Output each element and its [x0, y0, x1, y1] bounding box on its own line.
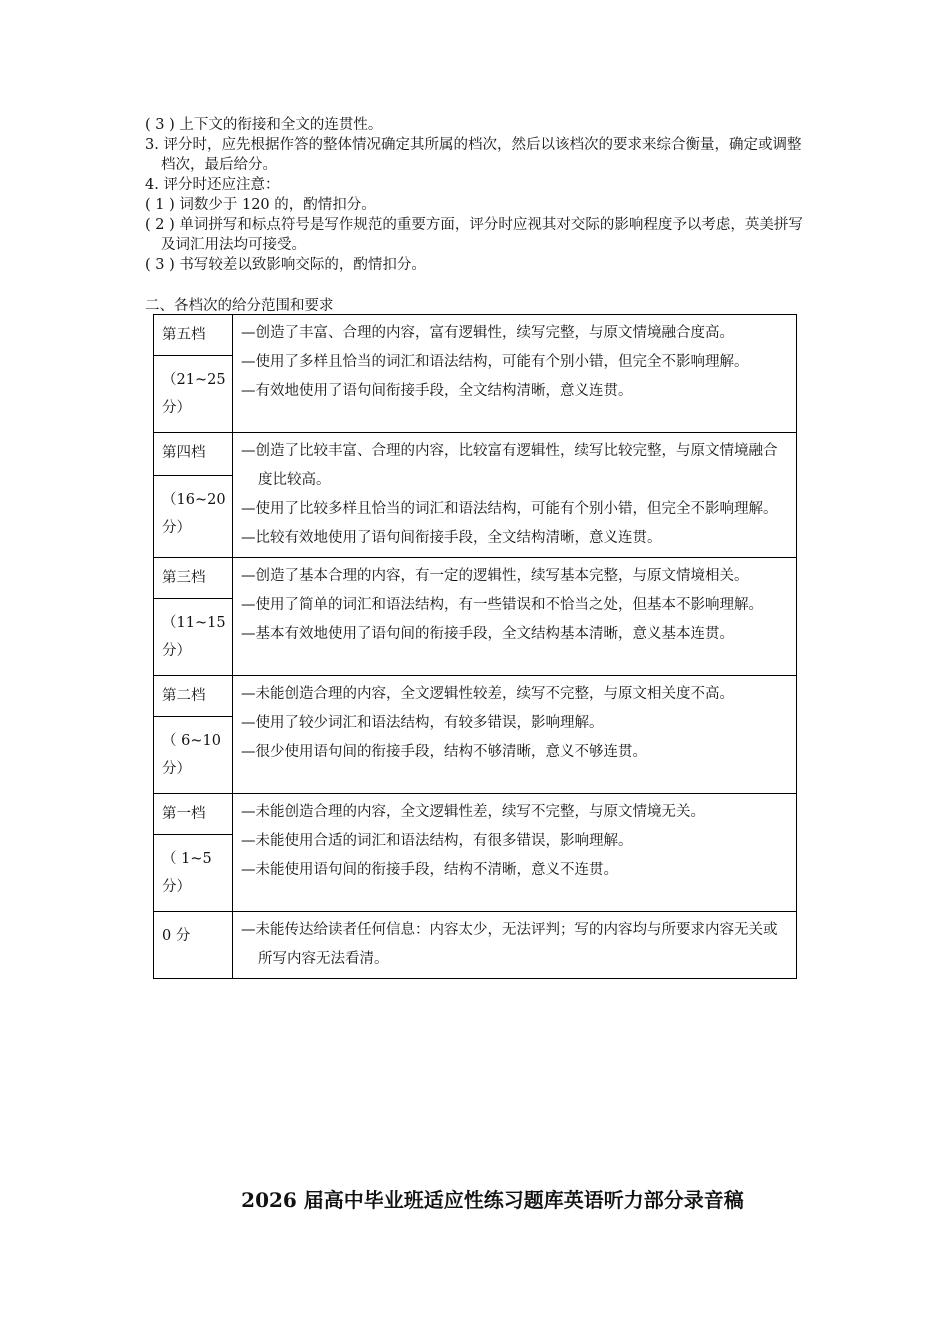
criterion: —未能创造合理的内容，全文逻辑性差，续写不完整，与原文情境无关。	[241, 804, 705, 820]
level-range: （16~20 分）	[154, 476, 233, 558]
criterion: —未能使用合适的词汇和语法结构，有很多错误，影响理解。	[241, 833, 633, 849]
level-row	[154, 794, 797, 835]
criterion: —基本有效地使用了语句间的衔接手段，全文结构基本清晰，意义基本连贯。	[241, 626, 734, 642]
level-range: （ 6~10 分）	[154, 717, 233, 794]
criterion: —使用了比较多样且恰当的词汇和语法结构，可能有个别小错，但完全不影响理解。	[241, 501, 778, 517]
criterion: —创造了基本合理的内容，有一定的逻辑性，续写基本完整，与原文情境相关。	[241, 568, 749, 584]
level-row	[154, 558, 797, 599]
level-range: （11~15 分）	[154, 599, 233, 676]
level-name: 第三档	[154, 558, 233, 599]
criterion: —未能创造合理的内容，全文逻辑性较差，续写不完整，与原文相关度不高。	[241, 686, 734, 702]
level-criteria	[233, 315, 797, 433]
level-name: 第四档	[154, 433, 233, 476]
criterion: —未能使用语句间的衔接手段，结构不清晰，意义不连贯。	[241, 862, 618, 878]
level-name: 第二档	[154, 676, 233, 717]
level-name: 0 分	[154, 912, 233, 979]
criterion: —创造了丰富、合理的内容，富有逻辑性，续写完整，与原文情境融合度高。	[241, 325, 734, 341]
level-range: （ 1~5 分）	[154, 835, 233, 912]
criterion: —有效地使用了语句间衔接手段，全文结构清晰，意义连贯。	[241, 383, 633, 399]
scoring-table	[153, 314, 797, 979]
intro-line: ( 2 ) 单词拼写和标点符号是写作规范的重要方面，评分时应视其对交际的影响程度予以考虑，英美拼写及词汇用法均可接受。	[145, 217, 803, 253]
level-criteria	[233, 912, 797, 979]
intro-line: ( 3 ) 书写较差以致影响交际的，酌情扣分。	[145, 257, 426, 273]
level-name: 第一档	[154, 794, 233, 835]
section-title: 二、各档次的给分范围和要求	[145, 298, 334, 314]
intro-line: 3. 评分时，应先根据作答的整体情况确定其所属的档次，然后以该档次的要求来综合衡量，确定或调整档次，最后给分。	[145, 137, 802, 173]
intro-notes	[145, 115, 815, 275]
criterion: —未能传达给读者任何信息：内容太少，无法评判；写的内容均与所要求内容无关或所写内容无法看清。	[241, 922, 778, 967]
intro-line: 4. 评分时还应注意：	[145, 177, 280, 193]
level-criteria	[233, 433, 797, 558]
intro-line: ( 1 ) 词数少于 120 的，酌情扣分。	[145, 197, 376, 213]
intro-line: ( 3 ) 上下文的衔接和全文的连贯性。	[145, 117, 383, 133]
criterion: —使用了较少词汇和语法结构，有较多错误，影响理解。	[241, 715, 604, 731]
level-name: 第五档	[154, 315, 233, 356]
level-row	[154, 676, 797, 717]
zero-row	[154, 912, 797, 979]
level-criteria	[233, 794, 797, 912]
criterion: —使用了简单的词汇和语法结构，有一些错误和不恰当之处，但基本不影响理解。	[241, 597, 763, 613]
criterion: —很少使用语句间的衔接手段，结构不够清晰，意义不够连贯。	[241, 744, 647, 760]
level-row	[154, 315, 797, 356]
level-row	[154, 433, 797, 476]
level-criteria	[233, 676, 797, 794]
criterion: —使用了多样且恰当的词汇和语法结构，可能有个别小错，但完全不影响理解。	[241, 354, 749, 370]
criterion: —创造了比较丰富、合理的内容，比较富有逻辑性，续写比较完整，与原文情境融合度比较高。	[241, 443, 778, 488]
page-title: 2026 届高中毕业班适应性练习题库英语听力部分录音稿	[241, 1188, 744, 1212]
level-range: （21~25 分）	[154, 356, 233, 433]
criterion: —比较有效地使用了语句间衔接手段，全文结构清晰，意义连贯。	[241, 530, 662, 546]
level-criteria	[233, 558, 797, 676]
